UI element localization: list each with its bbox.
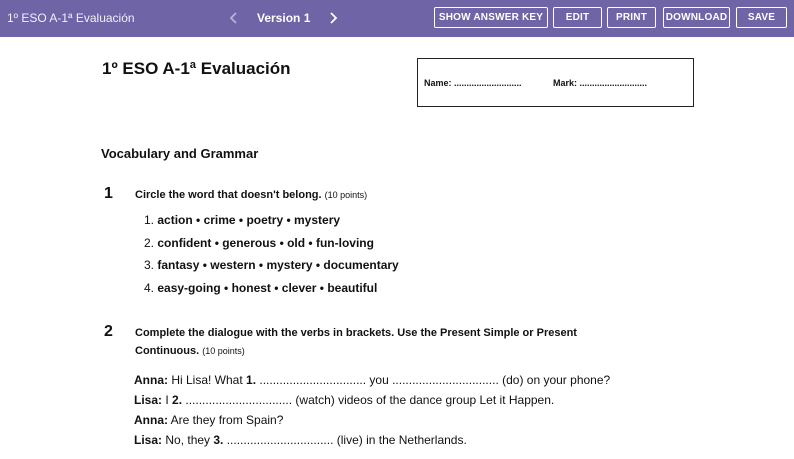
top-toolbar <box>0 0 794 37</box>
document-title: 1º ESO A-1ª Evaluación <box>7 11 135 25</box>
question-1-items <box>144 213 399 303</box>
gap-number: 2. <box>172 393 183 407</box>
dialogue-line <box>134 433 610 453</box>
item-words: confident • generous • old • fun-loving <box>157 235 374 250</box>
next-version-chevron-right-icon[interactable] <box>324 9 342 27</box>
speaker: Anna: <box>134 413 168 427</box>
dialogue-line <box>134 413 610 433</box>
line-text: Hi Lisa! What <box>168 373 247 387</box>
dialogue-line <box>134 393 610 413</box>
name-mark-box <box>417 58 694 107</box>
speaker: Lisa: <box>134 393 163 407</box>
item-number: 1. <box>144 213 155 227</box>
line-text: I <box>162 393 173 407</box>
gap-number: 1. <box>246 373 257 387</box>
question-2-instruction <box>135 324 715 360</box>
show-answer-key-button[interactable]: SHOW ANSWER KEY <box>434 7 548 28</box>
exam-title: 1º ESO A-1ª Evaluación <box>102 59 291 78</box>
item-words: fantasy • western • mystery • documentary <box>157 258 399 272</box>
list-item <box>144 281 399 304</box>
line-text: ................................ you ................................ (do) on your phone? <box>256 373 611 387</box>
question-2-dialogue <box>134 373 610 453</box>
line-text: No, they <box>162 433 214 447</box>
download-button[interactable]: DOWNLOAD <box>663 7 730 28</box>
list-item <box>144 213 399 236</box>
section-title: Vocabulary and Grammar <box>101 146 259 161</box>
item-number: 2. <box>144 235 155 250</box>
list-item <box>144 258 399 281</box>
speaker: Anna: <box>134 373 168 387</box>
dialogue-line <box>134 373 610 393</box>
item-words: easy-going • honest • clever • beautiful <box>157 280 378 295</box>
print-button[interactable]: PRINT <box>607 7 656 28</box>
list-item <box>144 236 399 259</box>
line-text: Are they from Spain? <box>168 413 284 427</box>
line-text: ................................ (live) in the Netherlands. <box>223 433 467 447</box>
question-2-points: (10 points) <box>202 346 245 356</box>
version-navigator <box>225 8 342 28</box>
item-words: action • crime • poetry • mystery <box>157 213 341 227</box>
item-number: 4. <box>144 280 155 295</box>
question-2-text-line-1: Complete the dialogue with the verbs in brackets. Use the Present Simple or Present <box>135 327 577 339</box>
save-button[interactable]: SAVE <box>736 7 787 28</box>
question-1-number: 1 <box>104 185 113 202</box>
gap-number: 3. <box>213 433 224 447</box>
question-2-number: 2 <box>104 323 113 340</box>
question-1-points: (10 points) <box>324 190 368 200</box>
line-text: ................................ (watch) videos of the dance group Let it Happen. <box>182 393 555 407</box>
question-1-text: Circle the word that doesn't belong. <box>135 189 322 201</box>
question-2-text-line-2: Continuous. <box>135 345 200 357</box>
item-number: 3. <box>144 258 155 272</box>
name-label: Name: ........................... <box>424 78 522 88</box>
exam-page <box>0 37 794 459</box>
question-1-instruction <box>135 186 367 204</box>
edit-button[interactable]: EDIT <box>553 7 602 28</box>
mark-label: Mark: ........................... <box>553 78 648 88</box>
version-label: Version 1 <box>257 11 311 25</box>
speaker: Lisa: <box>134 433 163 447</box>
previous-version-chevron-left-icon[interactable] <box>225 9 243 27</box>
